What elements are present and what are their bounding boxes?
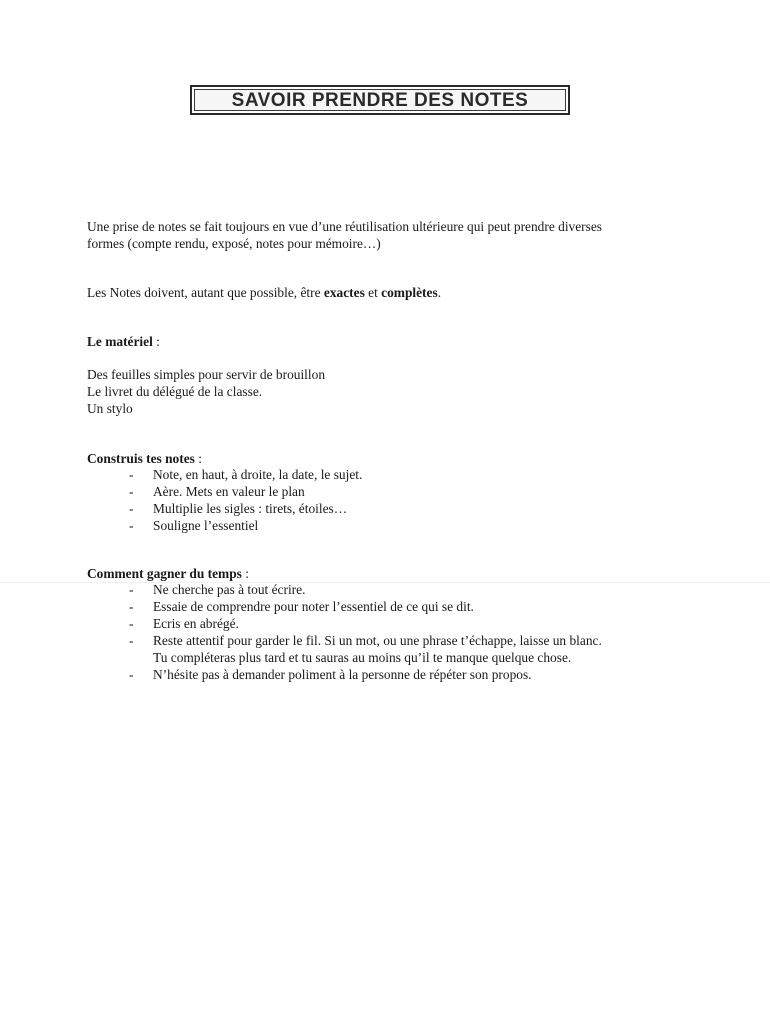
dash-bullet: - (129, 582, 134, 597)
comment-item (129, 598, 687, 615)
construis-item (129, 483, 687, 500)
comment-heading (87, 565, 687, 582)
comment-item (129, 632, 687, 666)
comment-item-text: Reste attentif pour garder le fil. Si un mot, ou une phrase t’échappe, laisse un blanc. (153, 633, 602, 648)
comment-item (129, 581, 687, 598)
notes-sentence-middle: et (364, 285, 382, 300)
construis-item (129, 500, 687, 517)
dash-bullet: - (129, 501, 134, 516)
materiel-heading (87, 333, 687, 350)
materiel-item: Un stylo (87, 401, 133, 416)
intro-paragraph (87, 218, 687, 252)
comment-item-text: N’hésite pas à demander poliment à la personne de répéter son propos. (153, 667, 532, 682)
notes-sentence (87, 284, 687, 301)
comment-item-text: Essaie de comprendre pour noter l’essentiel de ce qui se dit. (153, 599, 474, 614)
notes-bold-exactes: exactes (323, 285, 365, 300)
notes-sentence-end: . (437, 285, 442, 300)
dash-bullet: - (129, 467, 134, 482)
page-title: SAVOIR PRENDRE DES NOTES (231, 89, 529, 111)
comment-item-continuation: Tu compléteras plus tard et tu sauras au moins qu’il te manque quelque chose. (153, 650, 572, 665)
intro-line-2: formes (compte rendu, exposé, notes pour mémoire…) (87, 236, 381, 251)
construis-heading (87, 450, 687, 467)
dash-bullet: - (129, 633, 134, 648)
dash-bullet: - (129, 616, 134, 631)
comment-heading-text: Comment gagner du temps (87, 566, 242, 581)
notes-bold-completes: complètes (381, 285, 438, 300)
comment-heading-suffix: : (241, 566, 249, 581)
comment-item (129, 615, 687, 632)
materiel-item: Le livret du délégué de la classe. (87, 384, 263, 399)
materiel-list (87, 366, 687, 417)
construis-item (129, 517, 687, 534)
comment-list (87, 581, 687, 683)
construis-item-text: Multiplie les sigles : tirets, étoiles… (153, 501, 348, 516)
dash-bullet: - (129, 667, 134, 682)
construis-item (129, 466, 687, 483)
construis-item-text: Note, en haut, à droite, la date, le sujet. (153, 467, 363, 482)
construis-list (87, 466, 687, 534)
comment-item-text: Ne cherche pas à tout écrire. (153, 582, 306, 597)
dash-bullet: - (129, 599, 134, 614)
title-inner-frame (194, 89, 566, 111)
title-frame (190, 85, 570, 115)
construis-heading-text: Construis tes notes (87, 451, 195, 466)
materiel-item: Des feuilles simples pour servir de brouillon (87, 367, 326, 382)
materiel-heading-text: Le matériel (87, 334, 153, 349)
comment-item (129, 666, 687, 683)
dash-bullet: - (129, 484, 134, 499)
dash-bullet: - (129, 518, 134, 533)
construis-item-text: Souligne l’essentiel (153, 518, 259, 533)
notes-sentence-start: Les Notes doivent, autant que possible, être (87, 285, 324, 300)
construis-item-text: Aère. Mets en valeur le plan (153, 484, 305, 499)
intro-line-1: Une prise de notes se fait toujours en vue d’une réutilisation ultérieure qui peut prendre diverses (87, 219, 603, 234)
construis-heading-suffix: : (194, 451, 202, 466)
materiel-heading-suffix: : (152, 334, 160, 349)
comment-item-text: Ecris en abrégé. (153, 616, 239, 631)
